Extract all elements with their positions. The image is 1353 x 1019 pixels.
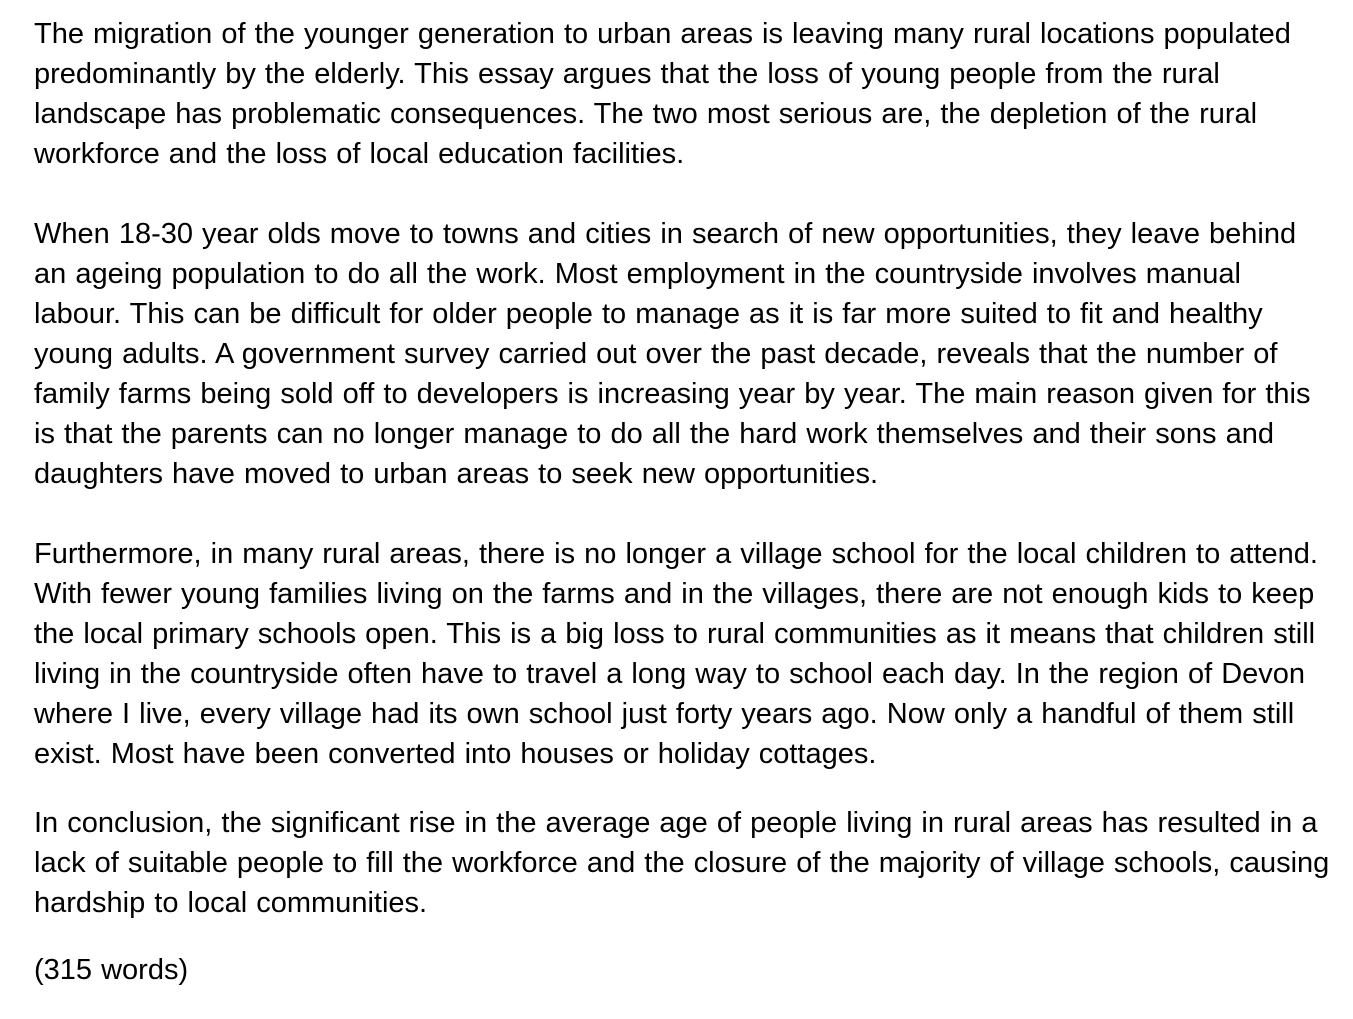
word-count-label: (315 words)	[34, 954, 189, 986]
essay-paragraph-introduction: The migration of the younger generation to urban areas is leaving many rural locations populated predominantly by the elderly. This essay argues that the loss of young people from the rural landscape has problematic consequences. The two most serious are, the depletion of the rural workforce and the loss of local education facilities.	[34, 18, 1291, 170]
essay-paragraph-conclusion: In conclusion, the significant rise in the average age of people living in rural areas has resulted in a lack of suitable people to fill the workforce and the closure of the majority of village schools, causing hardship to local communities.	[34, 807, 1330, 919]
essay-paragraph-workforce: When 18-30 year olds move to towns and cities in search of new opportunities, they leave behind an ageing population to do all the work. Most employment in the countryside involves manual labour. This can be difficult for older people to manage as it is far more suited to fit and healthy young adults. A government survey carried out over the past decade, reveals that the number of family farms being sold off to developers is increasing year by year. The main reason given for this is that the parents can no longer manage to do all the hard work themselves and their sons and daughters have moved to urban areas to seek new opportunities.	[34, 218, 1311, 490]
essay-paragraph-schools: Furthermore, in many rural areas, there is no longer a village school for the local children to attend. With fewer young families living on the farms and in the villages, there are not enough kids to keep the local primary schools open. This is a big loss to rural communities as it means that children still living in the countryside often have to travel a long way to school each day. In the region of Devon where I live, every village had its own school just forty years ago. Now only a handful of them still exist. Most have been converted into houses or holiday cottages.	[34, 538, 1318, 770]
